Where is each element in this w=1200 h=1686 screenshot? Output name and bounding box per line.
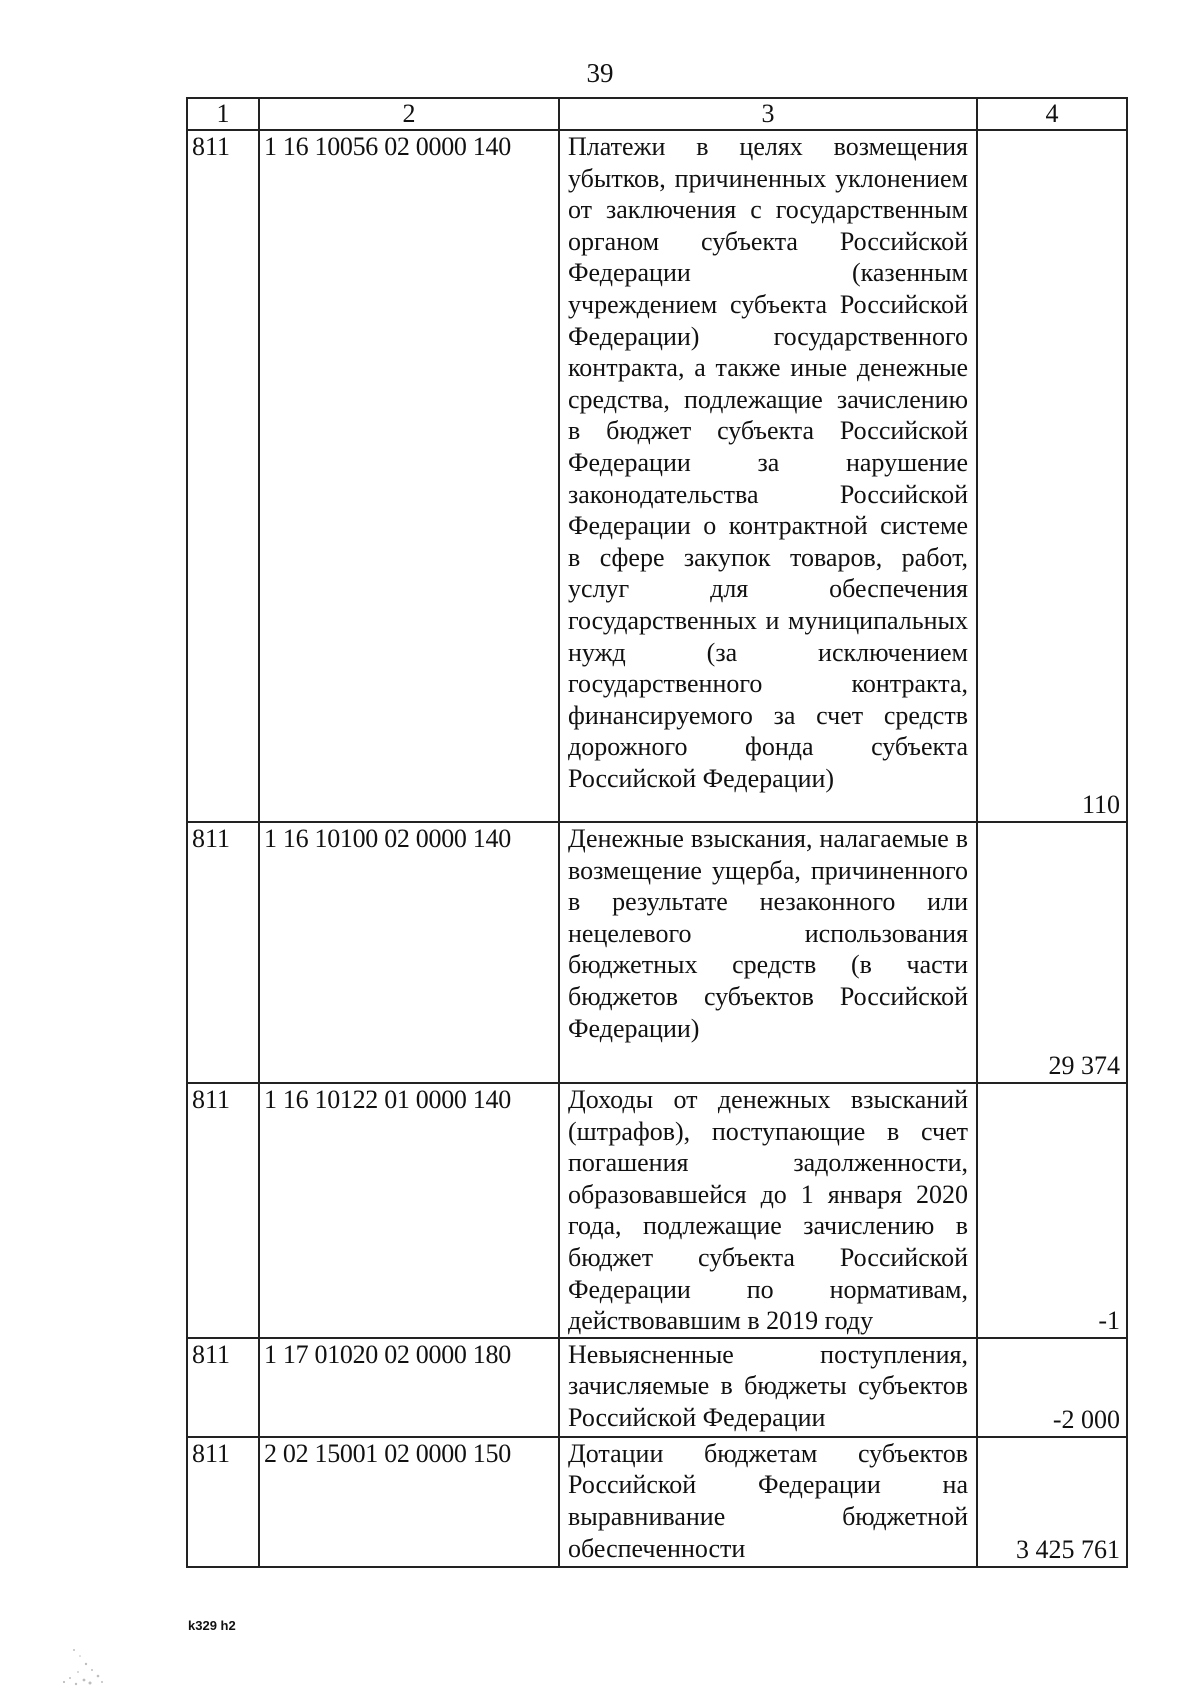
budget-code-cell: 1 16 10056 02 0000 140 (259, 130, 559, 822)
amount-cell: 110 (977, 130, 1127, 822)
budget-code-cell: 1 16 10100 02 0000 140 (259, 822, 559, 1083)
document-footer-code: k329 h2 (188, 1618, 236, 1633)
description-cell: Невыясненные поступления, зачисляемые в бюджеты субъектов Российской Федерации (559, 1338, 977, 1437)
admin-code-cell: 811 (187, 1338, 259, 1437)
budget-code-cell: 1 16 10122 01 0000 140 (259, 1083, 559, 1338)
description-cell: Платежи в целях возмещения убытков, причиненных уклонением от заключения с государственным органом субъекта Российской Федерации (казенным учреждением субъекта Российской Федерации) государственного контракта, а также иные денежные средства, подлежащие зачислению в бюджет субъекта Российской Федерации за нарушение законодательства Российской Федерации о контрактной системе в сфере закупок товаров, работ, услуг для обеспечения государственных и муниципальных нужд (за исключением государственного контракта, финансируемого за счет средств дорожного фонда субъекта Российской Федерации) (559, 130, 977, 822)
column-header-1: 1 (187, 98, 259, 130)
table-header-row (187, 98, 1127, 130)
table-row (187, 1338, 1127, 1437)
amount-cell: 3 425 761 (977, 1437, 1127, 1567)
admin-code-cell: 811 (187, 130, 259, 822)
admin-code-cell: 811 (187, 1083, 259, 1338)
amount-cell: 29 374 (977, 822, 1127, 1083)
table-row (187, 130, 1127, 822)
description-cell: Денежные взыскания, налагаемые в возмещение ущерба, причиненного в результате незаконного или нецелевого использования бюджетных средств (в части бюджетов субъектов Российской Федерации) (559, 822, 977, 1083)
column-header-4: 4 (977, 98, 1127, 130)
page-number: 39 (586, 58, 614, 88)
description-cell: Дотации бюджетам субъектов Российской Федерации на выравнивание бюджетной обеспеченности (559, 1437, 977, 1567)
admin-code-cell: 811 (187, 822, 259, 1083)
description-cell: Доходы от денежных взысканий (штрафов), поступающие в счет погашения задолженности, образовавшейся до 1 января 2020 года, подлежащие зачислению в бюджет субъекта Российской Федерации по нормативам, действовавшим в 2019 году (559, 1083, 977, 1338)
column-header-3: 3 (559, 98, 977, 130)
amount-cell: -1 (977, 1083, 1127, 1338)
budget-code-cell: 1 17 01020 02 0000 180 (259, 1338, 559, 1437)
table-row (187, 1083, 1127, 1338)
table-row (187, 822, 1127, 1083)
budget-table (186, 97, 1128, 1568)
column-header-2: 2 (259, 98, 559, 130)
admin-code-cell: 811 (187, 1437, 259, 1567)
amount-cell: -2 000 (977, 1338, 1127, 1437)
table-row (187, 1437, 1127, 1567)
scan-noise (40, 1620, 120, 1686)
budget-code-cell: 2 02 15001 02 0000 150 (259, 1437, 559, 1567)
